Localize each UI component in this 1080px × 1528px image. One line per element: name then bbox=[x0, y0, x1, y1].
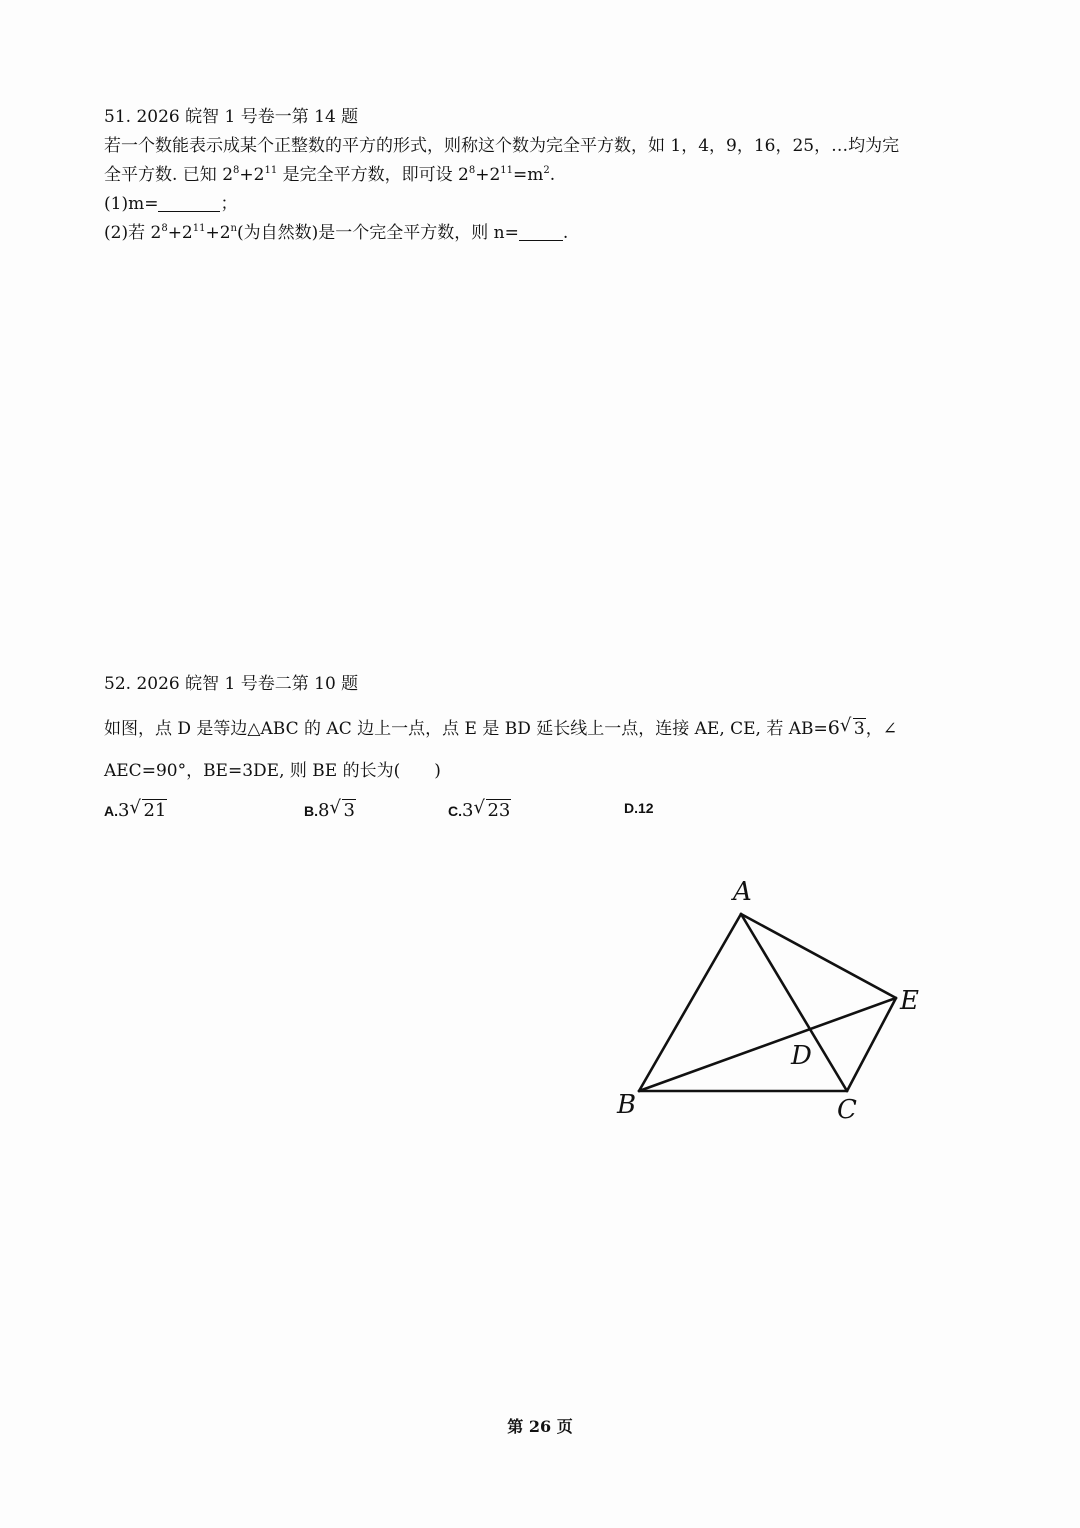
segment-be bbox=[639, 998, 896, 1091]
question-51-part-2: (2)若 $2^8+2^{11}+2^n$(为自然数)是一个完全平方数，则 n= . bbox=[104, 223, 569, 243]
question-52-options bbox=[104, 797, 984, 830]
question-52 bbox=[104, 670, 984, 699]
option-c[interactable]: C.3 √ 23 bbox=[448, 797, 511, 821]
geometry-figure bbox=[600, 870, 960, 1130]
vertex-label-c: C bbox=[837, 1095, 857, 1125]
vertex-label-b: B bbox=[617, 1090, 637, 1120]
answer-blank-n[interactable] bbox=[519, 224, 563, 241]
option-b[interactable]: B.8 √ 3 bbox=[304, 797, 355, 821]
vertex-label-d: D bbox=[791, 1041, 812, 1071]
question-52-line-2: AEC=90°，BE=3DE, 则 BE 的长为( ) bbox=[104, 761, 441, 781]
answer-blank-m[interactable] bbox=[158, 195, 220, 212]
question-51-part-1: (1)m= ； bbox=[104, 194, 238, 214]
option-a[interactable]: A.3 √ 21 bbox=[104, 797, 167, 821]
question-52-title: 52. 2026 皖智 1 号卷二第 10 题 bbox=[104, 674, 359, 694]
question-52-stem bbox=[104, 712, 984, 787]
vertex-label-a: A bbox=[733, 877, 752, 907]
option-d[interactable]: D.12 bbox=[624, 800, 654, 816]
page-number: 第 26 页 bbox=[507, 1417, 573, 1436]
question-51-line-2: 全平方数. 已知 $2^8+2^{11}$ 是完全平方数，即可设 $2^8+2^{11}=m^2$. bbox=[104, 165, 556, 185]
segment-ae bbox=[741, 914, 896, 998]
question-51 bbox=[104, 103, 984, 248]
vertex-label-e: E bbox=[900, 986, 919, 1016]
question-51-line-1: 若一个数能表示成某个正整数的平方的形式，则称这个数为完全平方数，如 1，4，9，16，25，…均为完 bbox=[104, 136, 900, 156]
segment-ab bbox=[639, 914, 741, 1091]
question-51-title: 51. 2026 皖智 1 号卷一第 14 题 bbox=[104, 107, 359, 127]
question-52-line-1: 如图，点 D 是等边△ABC 的 AC 边上一点，点 E 是 BD 延长线上一点，连接 AE, CE, 若 AB=6 √ 3，∠ bbox=[104, 715, 897, 739]
